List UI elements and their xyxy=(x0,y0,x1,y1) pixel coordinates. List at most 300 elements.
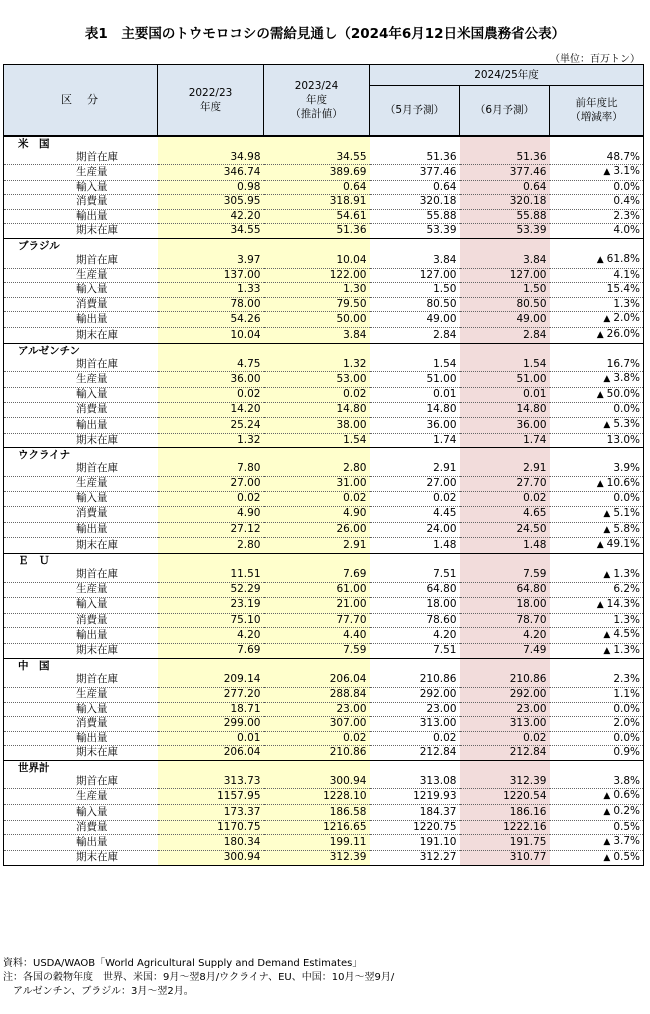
yoy-change-value: 5.3% xyxy=(613,418,640,430)
value-2023-24: 23.00 xyxy=(264,702,370,717)
value-june-forecast: 3.84 xyxy=(460,253,550,268)
value-2023-24: 1.54 xyxy=(264,433,370,448)
value-2022-23: 3.97 xyxy=(158,253,264,268)
yoy-change-value: 48.7% xyxy=(606,150,640,163)
yoy-change-value: 2.3% xyxy=(613,209,640,222)
table-row xyxy=(4,538,644,554)
table-row xyxy=(4,731,644,746)
item-label: 輸入量 xyxy=(4,597,158,613)
value-yoy-change xyxy=(550,492,644,507)
value-yoy-change xyxy=(550,268,644,283)
decrease-triangle-icon: ▲ xyxy=(603,524,611,535)
value-yoy-change xyxy=(550,358,644,372)
value-june-forecast: 27.70 xyxy=(460,476,550,492)
header-category: 区 分 xyxy=(4,65,158,136)
value-june-forecast: 49.00 xyxy=(460,312,550,328)
value-yoy-change xyxy=(550,820,644,835)
item-label: 消費量 xyxy=(4,820,158,835)
country-spacer-cell xyxy=(370,448,460,463)
value-2023-24: 4.40 xyxy=(264,628,370,644)
value-may-forecast: 313.00 xyxy=(370,717,460,732)
value-2022-23: 27.00 xyxy=(158,476,264,492)
table-row xyxy=(4,673,644,687)
value-2022-23: 11.51 xyxy=(158,568,264,583)
table-row xyxy=(4,209,644,224)
value-2022-23: 1.33 xyxy=(158,283,264,298)
page-title: 表1 主要国のトウモロコシの需給見通し（2024年6月12日米国農務省公表） xyxy=(84,26,566,42)
value-may-forecast: 127.00 xyxy=(370,268,460,283)
value-yoy-change xyxy=(550,597,644,613)
item-label: 生産量 xyxy=(4,789,158,805)
value-2023-24: 1216.65 xyxy=(264,820,370,835)
yoy-change-value: 10.6% xyxy=(606,476,640,489)
yoy-change-value: 4.1% xyxy=(613,268,640,281)
value-yoy-change xyxy=(550,687,644,702)
value-2022-23: 1170.75 xyxy=(158,820,264,835)
decrease-triangle-icon: ▲ xyxy=(603,374,611,385)
value-2023-24: 51.36 xyxy=(264,224,370,239)
value-may-forecast: 2.91 xyxy=(370,462,460,476)
value-may-forecast: 0.64 xyxy=(370,180,460,195)
yoy-change-value: 1.3% xyxy=(613,567,640,580)
table-row xyxy=(4,195,644,210)
value-2022-23: 0.02 xyxy=(158,387,264,403)
table-row xyxy=(4,462,644,476)
value-may-forecast: 36.00 xyxy=(370,418,460,434)
value-may-forecast: 210.86 xyxy=(370,673,460,687)
country-spacer-cell xyxy=(158,553,264,568)
decrease-triangle-icon: ▲ xyxy=(596,255,604,266)
value-2022-23: 54.26 xyxy=(158,312,264,328)
table-row xyxy=(4,643,644,659)
country-row xyxy=(4,448,644,463)
value-yoy-change xyxy=(550,673,644,687)
value-june-forecast: 78.70 xyxy=(460,613,550,628)
table-row xyxy=(4,628,644,644)
item-label: 生産量 xyxy=(4,268,158,283)
item-label: 輸出量 xyxy=(4,418,158,434)
value-2022-23: 7.69 xyxy=(158,643,264,659)
country-spacer-cell xyxy=(460,760,550,775)
country-row xyxy=(4,553,644,568)
item-label: 生産量 xyxy=(4,583,158,598)
yoy-change-value: 0.6% xyxy=(613,789,640,802)
value-yoy-change xyxy=(550,462,644,476)
value-june-forecast: 14.80 xyxy=(460,403,550,418)
item-label: 期末在庫 xyxy=(4,850,158,866)
decrease-triangle-icon: ▲ xyxy=(596,389,604,400)
value-2023-24: 3.84 xyxy=(264,328,370,344)
country-spacer-cell xyxy=(550,343,644,358)
table-row xyxy=(4,268,644,283)
value-may-forecast: 1219.93 xyxy=(370,789,460,805)
yoy-change-value: 0.9% xyxy=(613,746,640,759)
value-may-forecast: 1.74 xyxy=(370,433,460,448)
table-row xyxy=(4,180,644,195)
value-june-forecast: 24.50 xyxy=(460,522,550,538)
value-june-forecast: 313.00 xyxy=(460,717,550,732)
decrease-triangle-icon: ▲ xyxy=(603,645,611,656)
yoy-change-value: 3.7% xyxy=(613,835,640,848)
item-label: 輸出量 xyxy=(4,522,158,538)
country-spacer-cell xyxy=(370,136,460,151)
country-name: 中 国 xyxy=(4,659,158,674)
value-may-forecast: 191.10 xyxy=(370,835,460,851)
yoy-change-value: 2.3% xyxy=(613,673,640,686)
value-yoy-change xyxy=(550,328,644,344)
table-row xyxy=(4,253,644,268)
item-label: 消費量 xyxy=(4,297,158,312)
note-crop-year: 注：各国の穀物年度 世界、米国：9月～翌8月/ウクライナ、EU、中国：10月～翌9月/ xyxy=(3,972,395,983)
value-may-forecast: 184.37 xyxy=(370,805,460,821)
value-2023-24: 38.00 xyxy=(264,418,370,434)
value-yoy-change xyxy=(550,789,644,805)
yoy-change-value: 3.8% xyxy=(613,372,640,385)
country-spacer-cell xyxy=(158,239,264,254)
table-row xyxy=(4,522,644,538)
decrease-triangle-icon: ▲ xyxy=(603,807,611,818)
item-label: 輸入量 xyxy=(4,805,158,821)
country-row xyxy=(4,343,644,358)
decrease-triangle-icon: ▲ xyxy=(603,420,611,430)
value-june-forecast: 51.00 xyxy=(460,372,550,388)
value-may-forecast: 18.00 xyxy=(370,597,460,613)
country-spacer-cell xyxy=(370,760,460,775)
value-2022-23: 34.98 xyxy=(158,151,264,165)
table-row xyxy=(4,433,644,448)
value-yoy-change xyxy=(550,283,644,298)
value-june-forecast: 0.02 xyxy=(460,492,550,507)
item-label: 期末在庫 xyxy=(4,328,158,344)
value-2022-23: 299.00 xyxy=(158,717,264,732)
country-spacer-cell xyxy=(264,448,370,463)
yoy-change-value: 0.0% xyxy=(613,492,640,505)
value-2022-23: 0.01 xyxy=(158,731,264,746)
value-yoy-change xyxy=(550,312,644,328)
item-label: 期首在庫 xyxy=(4,151,158,165)
table-row xyxy=(4,476,644,492)
value-2022-23: 52.29 xyxy=(158,583,264,598)
value-yoy-change xyxy=(550,297,644,312)
yoy-change-value: 4.5% xyxy=(613,628,640,641)
value-2022-23: 78.00 xyxy=(158,297,264,312)
yoy-change-value: 0.5% xyxy=(613,820,640,833)
value-yoy-change xyxy=(550,628,644,644)
yoy-change-value: 1.1% xyxy=(613,687,640,700)
country-spacer-cell xyxy=(158,343,264,358)
table-row xyxy=(4,492,644,507)
value-2022-23: 1157.95 xyxy=(158,789,264,805)
country-spacer-cell xyxy=(550,659,644,674)
yoy-change-value: 0.0% xyxy=(613,180,640,193)
table-row xyxy=(4,568,644,583)
country-spacer-cell xyxy=(550,760,644,775)
table-row xyxy=(4,297,644,312)
item-label: 期首在庫 xyxy=(4,775,158,789)
yoy-change-value: 5.1% xyxy=(613,506,640,519)
table-row xyxy=(4,775,644,789)
value-2023-24: 61.00 xyxy=(264,583,370,598)
value-2022-23: 173.37 xyxy=(158,805,264,821)
value-yoy-change xyxy=(550,717,644,732)
value-2022-23: 18.71 xyxy=(158,702,264,717)
unit-label: （単位：百万トン） xyxy=(550,54,640,65)
value-june-forecast: 55.88 xyxy=(460,209,550,224)
item-label: 期末在庫 xyxy=(4,643,158,659)
yoy-change-value: 0.0% xyxy=(613,731,640,744)
yoy-change-value: 5.8% xyxy=(613,522,640,535)
value-2023-24: 206.04 xyxy=(264,673,370,687)
value-yoy-change xyxy=(550,195,644,210)
yoy-change-value: 61.8% xyxy=(606,253,640,266)
item-label: 期首在庫 xyxy=(4,462,158,476)
value-may-forecast: 1220.75 xyxy=(370,820,460,835)
country-row xyxy=(4,659,644,674)
value-may-forecast: 51.36 xyxy=(370,151,460,165)
table-row xyxy=(4,328,644,344)
value-yoy-change xyxy=(550,224,644,239)
country-row xyxy=(4,136,644,151)
value-june-forecast: 212.84 xyxy=(460,746,550,761)
value-june-forecast: 320.18 xyxy=(460,195,550,210)
value-2023-24: 1.30 xyxy=(264,283,370,298)
value-may-forecast: 14.80 xyxy=(370,403,460,418)
value-2023-24: 318.91 xyxy=(264,195,370,210)
country-spacer-cell xyxy=(460,659,550,674)
value-may-forecast: 1.48 xyxy=(370,538,460,554)
table-row xyxy=(4,403,644,418)
header-2022-23: 2022/23 年度 xyxy=(158,65,264,136)
yoy-change-value: 50.0% xyxy=(606,387,640,400)
value-yoy-change xyxy=(550,805,644,821)
country-spacer-cell xyxy=(460,136,550,151)
decrease-triangle-icon: ▲ xyxy=(603,314,611,325)
value-yoy-change xyxy=(550,253,644,268)
decrease-triangle-icon: ▲ xyxy=(603,569,611,580)
country-spacer-cell xyxy=(264,239,370,254)
value-2022-23: 206.04 xyxy=(158,746,264,761)
country-name: Ｅ Ｕ xyxy=(4,553,158,568)
item-label: 期末在庫 xyxy=(4,538,158,554)
value-2023-24: 77.70 xyxy=(264,613,370,628)
table-row xyxy=(4,358,644,372)
country-spacer-cell xyxy=(264,343,370,358)
yoy-change-value: 13.0% xyxy=(606,433,640,446)
value-yoy-change xyxy=(550,643,644,659)
value-june-forecast: 191.75 xyxy=(460,835,550,851)
yoy-change-value: 16.7% xyxy=(606,357,640,370)
value-2022-23: 137.00 xyxy=(158,268,264,283)
value-may-forecast: 51.00 xyxy=(370,372,460,388)
value-june-forecast: 127.00 xyxy=(460,268,550,283)
item-label: 輸出量 xyxy=(4,731,158,746)
value-june-forecast: 186.16 xyxy=(460,805,550,821)
value-may-forecast: 55.88 xyxy=(370,209,460,224)
table-row xyxy=(4,746,644,761)
yoy-change-value: 0.4% xyxy=(613,195,640,208)
value-june-forecast: 53.39 xyxy=(460,224,550,239)
country-spacer-cell xyxy=(460,343,550,358)
value-2022-23: 209.14 xyxy=(158,673,264,687)
value-yoy-change xyxy=(550,522,644,538)
table-row xyxy=(4,372,644,388)
value-yoy-change xyxy=(550,538,644,554)
table-row xyxy=(4,702,644,717)
value-2023-24: 1.32 xyxy=(264,358,370,372)
value-june-forecast: 36.00 xyxy=(460,418,550,434)
country-spacer-cell xyxy=(460,448,550,463)
header-june-forecast: （6月予測） xyxy=(460,86,550,136)
value-2023-24: 0.02 xyxy=(264,731,370,746)
yoy-change-value: 4.0% xyxy=(613,224,640,237)
value-may-forecast: 7.51 xyxy=(370,568,460,583)
country-spacer-cell xyxy=(264,659,370,674)
value-june-forecast: 23.00 xyxy=(460,702,550,717)
value-june-forecast: 292.00 xyxy=(460,687,550,702)
item-label: 消費量 xyxy=(4,195,158,210)
yoy-change-value: 14.3% xyxy=(606,597,640,610)
header-may-forecast: （5月予測） xyxy=(370,86,460,136)
value-yoy-change xyxy=(550,583,644,598)
value-2022-23: 300.94 xyxy=(158,850,264,866)
value-yoy-change xyxy=(550,506,644,522)
table-row xyxy=(4,165,644,181)
decrease-triangle-icon: ▲ xyxy=(603,167,611,178)
value-2023-24: 0.64 xyxy=(264,180,370,195)
value-2023-24: 122.00 xyxy=(264,268,370,283)
country-spacer-cell xyxy=(550,448,644,463)
country-spacer-cell xyxy=(460,239,550,254)
value-june-forecast: 1.74 xyxy=(460,433,550,448)
footnotes xyxy=(3,957,394,999)
yoy-change-value: 0.0% xyxy=(613,403,640,416)
table-row xyxy=(4,597,644,613)
table-row xyxy=(4,835,644,851)
value-june-forecast: 1.48 xyxy=(460,538,550,554)
table-row xyxy=(4,312,644,328)
table-row xyxy=(4,717,644,732)
value-may-forecast: 1.54 xyxy=(370,358,460,372)
value-may-forecast: 24.00 xyxy=(370,522,460,538)
item-label: 輸出量 xyxy=(4,312,158,328)
yoy-change-value: 49.1% xyxy=(606,538,640,551)
country-name: 米 国 xyxy=(4,136,158,151)
value-yoy-change xyxy=(550,702,644,717)
value-june-forecast: 0.01 xyxy=(460,387,550,403)
header-yoy-change: 前年度比 （増減率） xyxy=(550,86,644,136)
table-row xyxy=(4,687,644,702)
country-name: 世界計 xyxy=(4,760,158,775)
table-row xyxy=(4,850,644,866)
value-june-forecast: 310.77 xyxy=(460,850,550,866)
value-2022-23: 305.95 xyxy=(158,195,264,210)
value-2023-24: 0.02 xyxy=(264,492,370,507)
country-spacer-cell xyxy=(158,760,264,775)
value-june-forecast: 1.50 xyxy=(460,283,550,298)
value-2022-23: 10.04 xyxy=(158,328,264,344)
value-2022-23: 2.80 xyxy=(158,538,264,554)
value-2023-24: 10.04 xyxy=(264,253,370,268)
value-2022-23: 1.32 xyxy=(158,433,264,448)
value-2023-24: 7.59 xyxy=(264,643,370,659)
item-label: 消費量 xyxy=(4,717,158,732)
value-2023-24: 26.00 xyxy=(264,522,370,538)
value-2022-23: 0.98 xyxy=(158,180,264,195)
note-crop-year-cont: アルゼンチン、ブラジル：3月～翌2月。 xyxy=(3,986,194,997)
table-row xyxy=(4,224,644,239)
value-may-forecast: 27.00 xyxy=(370,476,460,492)
item-label: 輸入量 xyxy=(4,387,158,403)
yoy-change-value: 3.1% xyxy=(613,165,640,178)
value-2022-23: 27.12 xyxy=(158,522,264,538)
yoy-change-value: 0.2% xyxy=(613,805,640,818)
value-may-forecast: 23.00 xyxy=(370,702,460,717)
value-yoy-change xyxy=(550,731,644,746)
decrease-triangle-icon: ▲ xyxy=(596,599,604,610)
table-row xyxy=(4,283,644,298)
country-name: ブラジル xyxy=(4,239,158,254)
value-2023-24: 186.58 xyxy=(264,805,370,821)
value-may-forecast: 49.00 xyxy=(370,312,460,328)
table-row xyxy=(4,820,644,835)
yoy-change-value: 2.0% xyxy=(613,717,640,730)
value-2022-23: 36.00 xyxy=(158,372,264,388)
value-2022-23: 14.20 xyxy=(158,403,264,418)
value-may-forecast: 3.84 xyxy=(370,253,460,268)
item-label: 輸入量 xyxy=(4,702,158,717)
value-may-forecast: 0.02 xyxy=(370,492,460,507)
country-spacer-cell xyxy=(264,760,370,775)
value-2022-23: 313.73 xyxy=(158,775,264,789)
value-2023-24: 53.00 xyxy=(264,372,370,388)
country-row xyxy=(4,239,644,254)
country-row xyxy=(4,760,644,775)
value-2023-24: 210.86 xyxy=(264,746,370,761)
country-spacer-cell xyxy=(550,239,644,254)
value-2022-23: 42.20 xyxy=(158,209,264,224)
value-june-forecast: 4.20 xyxy=(460,628,550,644)
value-yoy-change xyxy=(550,418,644,434)
value-yoy-change xyxy=(550,775,644,789)
value-2023-24: 199.11 xyxy=(264,835,370,851)
decrease-triangle-icon: ▲ xyxy=(603,630,611,641)
value-yoy-change xyxy=(550,476,644,492)
value-2022-23: 4.75 xyxy=(158,358,264,372)
value-june-forecast: 1222.16 xyxy=(460,820,550,835)
item-label: 輸入量 xyxy=(4,180,158,195)
country-spacer-cell xyxy=(158,136,264,151)
value-june-forecast: 0.64 xyxy=(460,180,550,195)
value-may-forecast: 4.20 xyxy=(370,628,460,644)
country-spacer-cell xyxy=(158,448,264,463)
item-label: 生産量 xyxy=(4,476,158,492)
value-2023-24: 34.55 xyxy=(264,151,370,165)
item-label: 期首在庫 xyxy=(4,673,158,687)
value-2023-24: 31.00 xyxy=(264,476,370,492)
decrease-triangle-icon: ▲ xyxy=(603,508,611,519)
item-label: 消費量 xyxy=(4,506,158,522)
item-label: 生産量 xyxy=(4,372,158,388)
value-june-forecast: 51.36 xyxy=(460,151,550,165)
table-row xyxy=(4,613,644,628)
value-may-forecast: 320.18 xyxy=(370,195,460,210)
value-may-forecast: 0.02 xyxy=(370,731,460,746)
value-june-forecast: 1.54 xyxy=(460,358,550,372)
yoy-change-value: 3.8% xyxy=(613,774,640,787)
value-2023-24: 312.39 xyxy=(264,850,370,866)
value-2022-23: 7.80 xyxy=(158,462,264,476)
item-label: 期首在庫 xyxy=(4,358,158,372)
